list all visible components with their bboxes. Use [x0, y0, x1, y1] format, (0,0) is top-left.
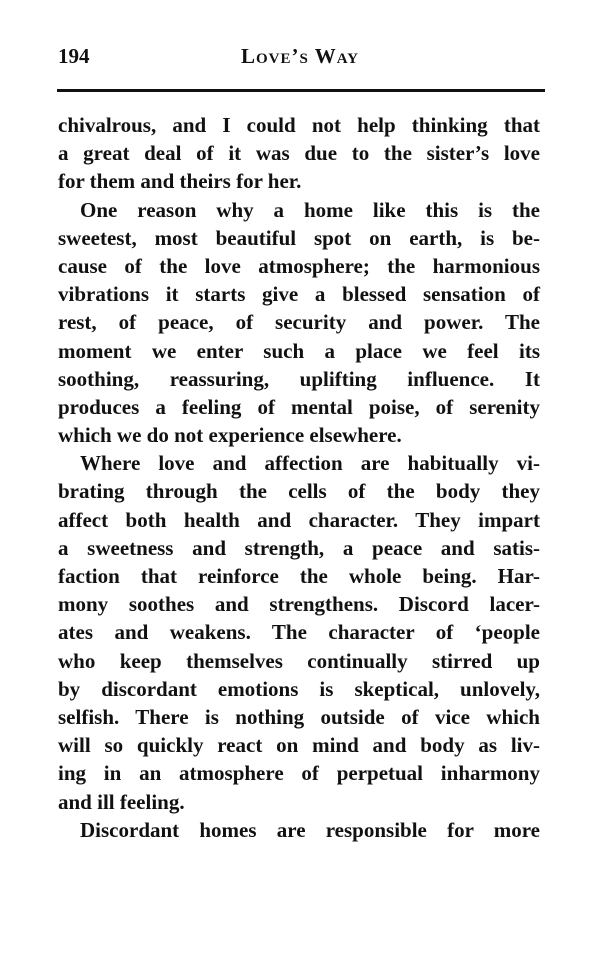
- text-line: vibrations it starts give a blessed sensation of: [58, 282, 540, 307]
- text-line: a sweetness and strength, a peace and satis-: [58, 535, 540, 560]
- running-title: Love’s Way: [240, 44, 359, 68]
- text-line: by discordant emotions is skeptical, unlovely,: [58, 676, 540, 701]
- running-header: [58, 44, 542, 72]
- text-line: produces a feeling of mental poise, of serenity: [58, 394, 540, 419]
- text-line: rest, of peace, of security and power. The: [58, 310, 540, 335]
- text-line: faction that reinforce the whole being. Har-: [58, 564, 540, 588]
- text-line: who keep themselves continually stirred up: [58, 648, 540, 673]
- text-line: ing in an atmosphere of perpetual inharmony: [58, 761, 540, 786]
- header-rule: [57, 89, 545, 92]
- text-line: which we do not experience elsewhere.: [58, 423, 402, 448]
- text-line: One reason why a home like this is the: [80, 197, 540, 222]
- text-line: sweetest, most beautiful spot on earth, is be-: [58, 225, 540, 250]
- text-line: Where love and affection are habitually vi-: [80, 451, 540, 476]
- body-text: [58, 111, 540, 844]
- text-line: mony soothes and strengthens. Discord lacer-: [58, 592, 540, 617]
- text-line: a great deal of it was due to the sister’s love: [58, 141, 540, 166]
- text-line: selfish. There is nothing outside of vice which: [58, 704, 540, 729]
- text-line: soothing, reassuring, uplifting influence. It: [58, 366, 540, 391]
- text-line: for them and theirs for her.: [58, 169, 302, 194]
- text-line: cause of the love atmosphere; the harmonious: [58, 253, 540, 278]
- text-line: and ill feeling.: [58, 789, 185, 814]
- text-line: moment we enter such a place we feel its: [58, 338, 540, 363]
- text-line: ates and weakens. The character of ‘people: [58, 620, 540, 645]
- text-line: brating through the cells of the body they: [58, 479, 540, 504]
- text-line: chivalrous, and I could not help thinking that: [58, 113, 540, 137]
- page-number: 194: [58, 44, 90, 68]
- text-line: Discordant homes are responsible for more: [80, 817, 540, 842]
- text-line: will so quickly react on mind and body as liv-: [58, 733, 540, 758]
- text-line: affect both health and character. They impart: [58, 507, 540, 532]
